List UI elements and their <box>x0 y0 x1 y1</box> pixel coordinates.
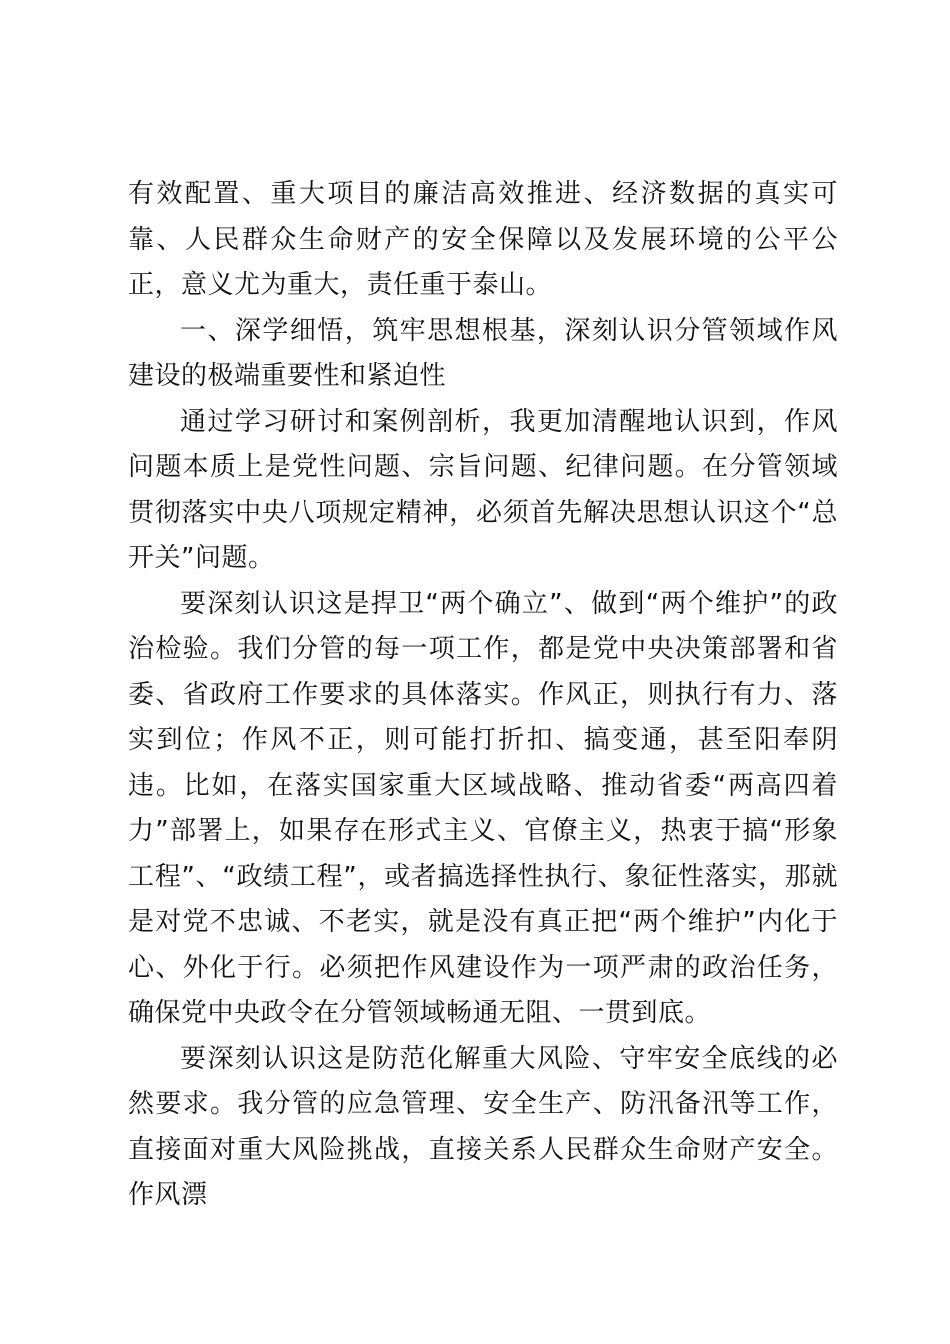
paragraph: 通过学习研讨和案例剖析，我更加清醒地认识到，作风问题本质上是党性问题、宗旨问题、纪律问题。在分管领域贯彻落实中央八项规定精神，必须首先解决思想认识这个“总开关”问题。 <box>128 406 838 573</box>
document-body <box>128 172 838 1219</box>
section-heading-1: 一、深学细悟，筑牢思想根基，深刻认识分管领域作风建设的极端重要性和紧迫性 <box>128 315 838 391</box>
paragraph-continuation: 有效配置、重大项目的廉洁高效推进、经济数据的真实可靠、人民群众生命财产的安全保障以及发展环境的公平公正，意义尤为重大，责任重于泰山。 <box>128 179 838 300</box>
paragraph: 要深刻认识这是防范化解重大风险、守牢安全底线的必然要求。我分管的应急管理、安全生产、防汛备汛等工作，直接面对重大风险挑战，直接关系人民群众生命财产安全。作风漂 <box>128 1043 838 1210</box>
paragraph: 要深刻认识这是捍卫“两个确立”、做到“两个维护”的政治检验。我们分管的每一项工作，都是党中央决策部署和省委、省政府工作要求的具体落实。作风正，则执行有力、落实到位；作风不正，则可能打折扣、搞变通，甚至阳奉阴违。比如，在落实国家重大区域战略、推动省委“两高四着力”部署上，如果存在形式主义、官僚主义，热衷于搞“形象工程”、“政绩工程”，或者搞选择性执行、象征性落实，那就是对党不忠诚、不老实，就是没有真正把“两个维护”内化于心、外化于行。必须把作风建设作为一项严肃的政治任务，确保党中央政令在分管领域畅通无阻、一贯到底。 <box>128 588 838 1028</box>
